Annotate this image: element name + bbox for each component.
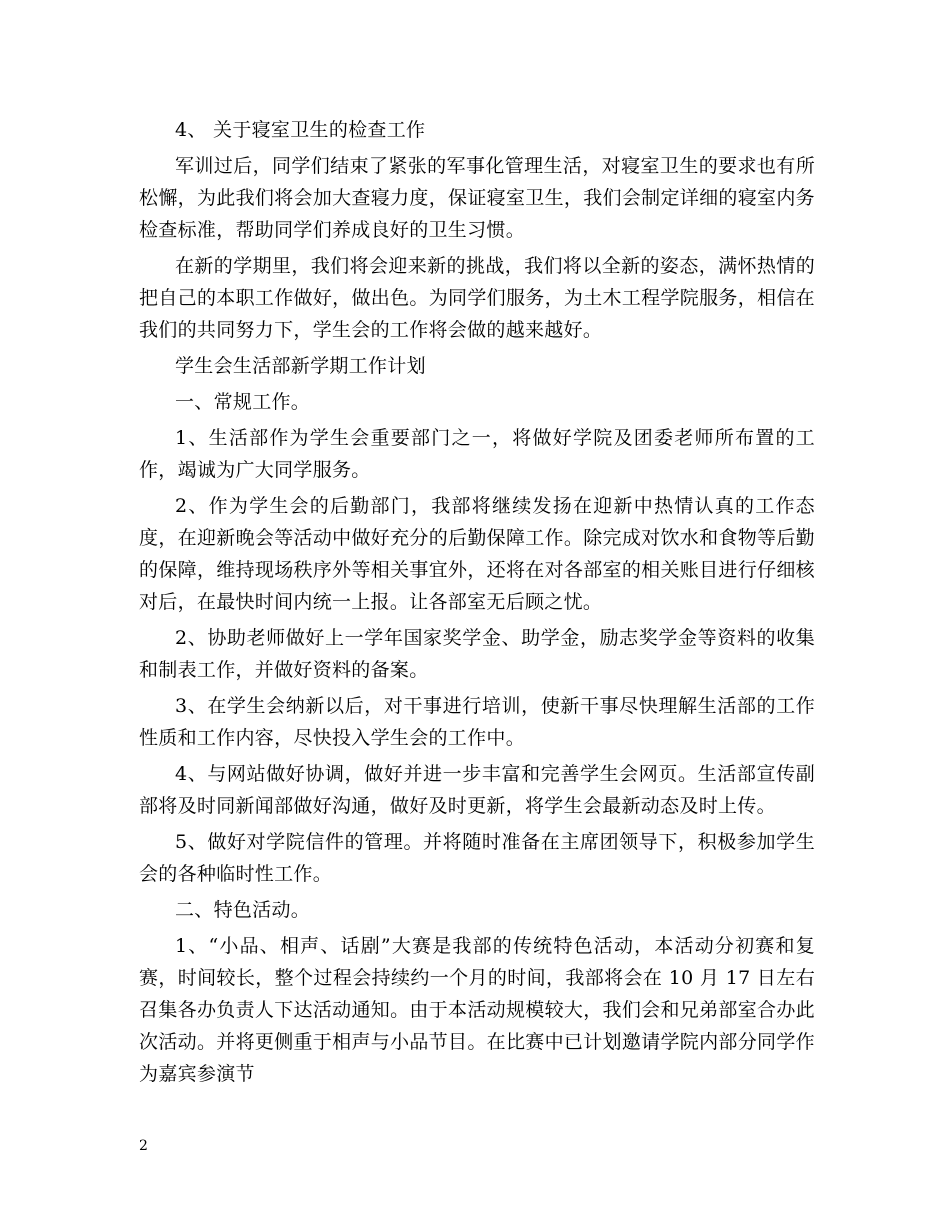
list-item: 2、作为学生会的后勤部门，我部将继续发扬在迎新中热情认真的工作态度，在迎新晚会等活动中做好充分的后勤保障工作。除完成对饮水和食物等后勤的保障，维持现场秩序外等相关事宜外，还将在对各部室的相关账目进行仔细核对后，在最快时间内统一上报。让各部室无后顾之忧。 (139, 495, 815, 613)
list-item: 1、“小品、相声、话剧”大赛是我部的传统特色活动，本活动分初赛和复赛，时间较长，整个过程会持续约一个月的时间，我部将会在 10 月 17 日左右召集各办负责人下达活动通知。由于本活动规模较大，我们会和兄弟部室合办此次活动。并将更侧重于相声与小品节目。在比赛中已计划邀请学院内部分同学作为嘉宾参演节 (139, 935, 815, 1085)
section-heading-special-activities: 二、特色活动。 (175, 899, 311, 921)
list-item: 1、生活部作为学生会重要部门之一，将做好学院及团委老师所布置的工作，竭诚为广大同学服务。 (139, 427, 815, 481)
page-number: 2 (139, 1138, 148, 1154)
paragraph: 在新的学期里，我们将会迎来新的挑战，我们将以全新的姿态，满怀热情的把自己的本职工作做好，做出色。为同学们服务，为土木工程学院服务，相信在我们的共同努力下，学生会的工作将会做的越来越好。 (139, 255, 815, 341)
document-subtitle: 学生会生活部新学期工作计划 (175, 355, 426, 377)
document-body (139, 114, 815, 1094)
section-heading-routine-work: 一、常规工作。 (175, 391, 311, 413)
section-heading-dorm-inspection: 4、 关于寝室卫生的检查工作 (175, 119, 426, 141)
list-item: 3、在学生会纳新以后，对干事进行培训，使新干事尽快理解生活部的工作性质和工作内容，尽快投入学生会的工作中。 (139, 695, 815, 749)
list-item: 2、协助老师做好上一学年国家奖学金、助学金，励志奖学金等资料的收集和制表工作，并做好资料的备案。 (139, 627, 815, 681)
list-item: 5、做好对学院信件的管理。并将随时准备在主席团领导下，积极参加学生会的各种临时性工作。 (139, 831, 815, 885)
paragraph: 军训过后，同学们结束了紧张的军事化管理生活，对寝室卫生的要求也有所松懈，为此我们将会加大查寝力度，保证寝室卫生，我们会制定详细的寝室内务检查标准，帮助同学们养成良好的卫生习惯。 (139, 155, 815, 241)
list-item: 4、与网站做好协调，做好并进一步丰富和完善学生会网页。生活部宣传副部将及时同新闻部做好沟通，做好及时更新，将学生会最新动态及时上传。 (139, 763, 815, 817)
